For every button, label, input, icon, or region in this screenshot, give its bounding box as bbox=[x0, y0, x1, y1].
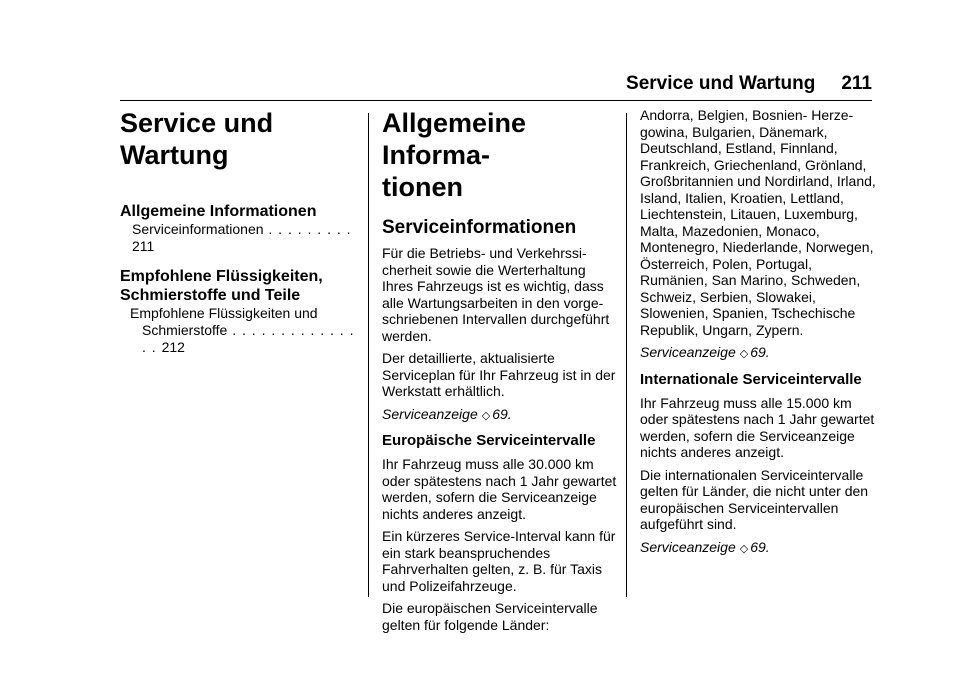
subsection-heading: Europäische Serviceintervalle bbox=[382, 432, 596, 449]
toc-section-fluids bbox=[120, 267, 358, 356]
paragraph: Die internationalen Serviceintervalle gelten für Länder, die nicht unter den europäischen Serviceintervallen aufgeführt sind. bbox=[640, 466, 869, 532]
toc-heading: Empfohlene Flüssigkeiten, Schmierstoffe und Teile bbox=[120, 268, 323, 304]
running-title: Service und Wartung bbox=[626, 73, 816, 94]
reference-arrow-icon: ◇ bbox=[481, 409, 491, 422]
running-header bbox=[626, 73, 872, 95]
toc-page-ref: 211 bbox=[132, 238, 155, 254]
toc-entry-fluids[interactable]: Empfohlene Flüssigkeiten und Schmierstoffe . . . . . . . . . . . . . . . 212 bbox=[130, 305, 355, 355]
subsection-heading: Internationale Serviceintervalle bbox=[640, 370, 862, 388]
country-list: Andorra, Belgien, Bosnien- Herze-gowina, Bulgarien, Dänemark, Deutschland, Estland, Finnland, Frankreich, Griechenland, Grönland, Großbritannien und Nordirland, Irland, Island, Italien, Kroatien, Lettland, Liechtenstein, Litauen, Luxemburg, Malta, Mazedonien, Monaco, Montenegro, Niederlande, Norwegen, Österreich, Polen, Portugal, Rumänien, San Marino, Schweden, Schweiz, Serbien, Slowakei, Slowenien, Spanien, Tschechische Republik, Ungarn, Zypern. bbox=[640, 107, 876, 338]
paragraph: Ihr Fahrzeug muss alle 30.000 km oder spätestens nach 1 Jahr gewartet werden, sofern die Serviceanzeige nichts anderes anzeigt. bbox=[382, 456, 617, 522]
header-rule bbox=[120, 100, 872, 101]
chapter-title: Service und Wartung bbox=[120, 108, 274, 170]
cross-reference[interactable]: Serviceanzeige ◇ 69. bbox=[382, 406, 618, 425]
article-column-2 bbox=[640, 107, 876, 563]
section-title: Allgemeine Informa- tionen bbox=[382, 108, 527, 202]
paragraph: Ein kürzeres Service-Interval kann für ein stark beanspruchendes Fahrverhalten gelten, z. B. für Taxis und Polizeifahrzeuge. bbox=[382, 528, 616, 594]
article-column-1 bbox=[382, 107, 618, 639]
toc-column bbox=[120, 107, 358, 356]
paragraph: Die europäischen Serviceintervalle gelten für folgende Länder: bbox=[382, 600, 598, 633]
column-divider-1 bbox=[368, 113, 369, 597]
toc-entry-service-info[interactable]: Serviceinformationen . . . . . . . . . 211 bbox=[132, 221, 352, 254]
toc-page-ref: 212 bbox=[161, 339, 185, 355]
cross-reference[interactable]: Serviceanzeige ◇ 69. bbox=[640, 344, 876, 363]
toc-section-general bbox=[120, 202, 358, 255]
cross-reference[interactable]: Serviceanzeige ◇ 69. bbox=[640, 539, 876, 558]
toc-heading: Allgemeine Informationen bbox=[120, 203, 317, 220]
subsection-heading: Serviceinformationen bbox=[382, 217, 577, 238]
reference-arrow-icon: ◇ bbox=[739, 348, 749, 360]
paragraph: Ihr Fahrzeug muss alle 15.000 km oder spätestens nach 1 Jahr gewartet werden, sofern die Serviceanzeige nichts anderes anzeigt. bbox=[640, 394, 875, 460]
column-divider-2 bbox=[626, 113, 627, 597]
reference-arrow-icon: ◇ bbox=[739, 542, 749, 555]
page-number: 211 bbox=[841, 73, 872, 94]
paragraph: Für die Betriebs- und Verkehrssi-cherheit sowie die Werterhaltung Ihres Fahrzeugs ist es wichtig, dass alle Wartungsarbeiten in den vorge-schriebenen Intervallen durchgeführt werden. bbox=[382, 245, 610, 344]
paragraph: Der detaillierte, aktualisierte Serviceplan für Ihr Fahrzeug ist in der Werkstatt erhältlich. bbox=[382, 350, 616, 399]
